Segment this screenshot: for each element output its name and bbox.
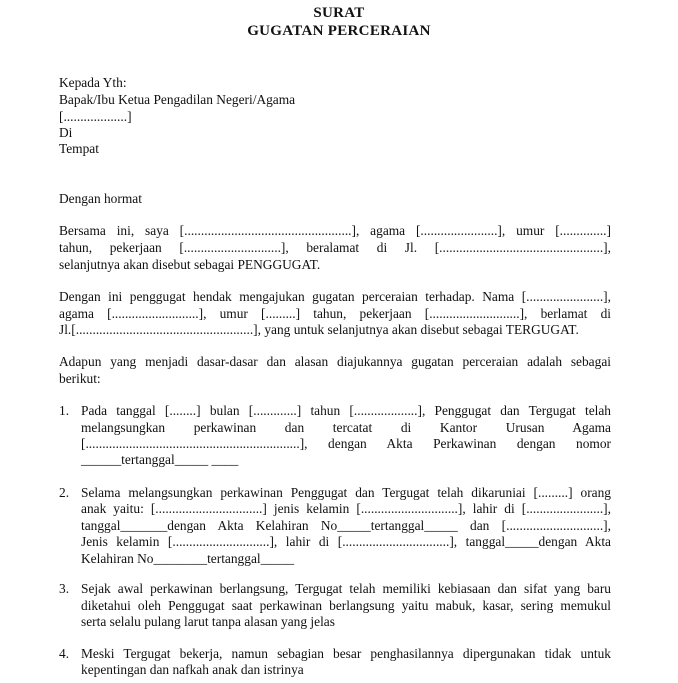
list-item-number: 2. bbox=[59, 485, 70, 500]
para1-line: Bersama ini, saya [..................................................], agama [.......................], umur [..............] bbox=[59, 223, 611, 238]
list-item-line: melangsungkan perkawinan dan tercatat di Kantor Urusan Agama bbox=[81, 420, 611, 435]
para2-line: Jl.[.....................................................], yang untuk selanjutnya akan disebut sebagai TERGUGAT. bbox=[59, 322, 579, 337]
greeting: Dengan hormat bbox=[59, 191, 142, 206]
list-item-line: Sejak awal perkawinan berlangsung, Tergugat telah memiliki kebiasaan dan sifat yang baru bbox=[81, 581, 611, 596]
list-item-line: serta selalu pulang larut tanpa alasan yang jelas bbox=[81, 614, 335, 629]
address-line: Kepada Yth: bbox=[59, 75, 127, 90]
address-line: Di bbox=[59, 125, 73, 140]
list-item-line: kepentingan dan nafkah anak dan istrinya bbox=[81, 662, 304, 677]
address-line: Tempat bbox=[59, 141, 99, 156]
list-item-line: tanggal_______dengan Akta Kelahiran No_____tertanggal_____ dan [.............................], bbox=[81, 518, 611, 533]
para1-line: selanjutnya akan disebut sebagai PENGGUGAT. bbox=[59, 257, 321, 272]
list-item-line: ______tertanggal_____ ____ bbox=[81, 452, 239, 467]
para3-line: berikut: bbox=[59, 371, 101, 386]
para3-line: Adapun yang menjadi dasar-dasar dan alasan diajukannya gugatan perceraian adalah sebagai bbox=[59, 354, 611, 369]
list-item-line: Pada tanggal [........] bulan [.............] tahun [...................], Penggugat dan Tergugat telah bbox=[81, 403, 611, 418]
doc-title: SURAT bbox=[313, 5, 365, 21]
list-item-line: anak yaitu: [................................] jenis kelamin [.............................], lahir di [.......................], bbox=[81, 501, 611, 516]
list-item-line: [................................................................], dengan Akta Perkawinan dengan nomor bbox=[81, 436, 611, 451]
list-item-number: 3. bbox=[59, 581, 70, 596]
list-item-line: Jenis kelamin [.............................], lahir di [................................], tanggal_____dengan Akta bbox=[81, 534, 611, 549]
para2-line: Dengan ini penggugat hendak mengajukan gugatan perceraian terhadap. Nama [.......................], bbox=[59, 289, 611, 304]
list-item-line: Meski Tergugat bekerja, namun sebagian besar penghasilannya dipergunakan tidak untuk bbox=[81, 646, 611, 661]
doc-subtitle: GUGATAN PERCERAIAN bbox=[247, 23, 431, 39]
list-item-line: diketahui oleh Penggugat saat perkawinan berlangsung yaitu mabuk, kasar, sering memukul bbox=[81, 598, 611, 613]
address-line: Bapak/Ibu Ketua Pengadilan Negeri/Agama bbox=[59, 92, 296, 107]
list-item-line: Selama melangsungkan perkawinan Penggugat dan Tergugat telah dikaruniai [.........] orang bbox=[81, 485, 611, 500]
list-item-line: Kelahiran No________tertanggal_____ bbox=[81, 551, 295, 566]
para2-line: agama [..........................], umur [.........] tahun, pekerjaan [...........................], berlamat di bbox=[59, 306, 611, 321]
list-item-number: 4. bbox=[59, 646, 70, 661]
list-item-number: 1. bbox=[59, 403, 70, 418]
para1-line: tahun, pekerjaan [.............................], beralamat di Jl. [.................................................], bbox=[59, 240, 611, 255]
address-line: [...................] bbox=[59, 109, 132, 124]
